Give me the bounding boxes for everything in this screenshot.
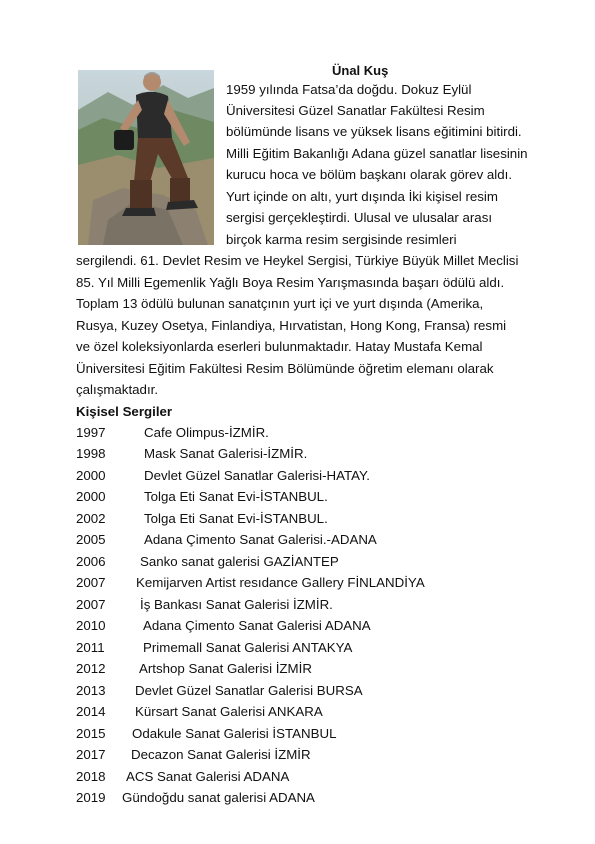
exhibition-title: Kürsart Sanat Galerisi ANKARA [135,704,323,719]
exhibition-year: 2012 [76,661,106,676]
exhibition-title: Primemall Sanat Galerisi ANTAKYA [143,640,353,655]
bio-line: sergilendi. 61. Devlet Resim ve Heykel Sergisi, Türkiye Büyük Millet Meclisi [76,253,519,268]
exhibition-year: 2005 [76,532,106,547]
exhibition-year: 2019 [76,790,106,805]
bio-line: çalışmaktadır. [76,382,159,397]
bio-line: Rusya, Kuzey Osetya, Finlandiya, Hırvatistan, Hong Kong, Fransa) resmi [76,318,507,333]
bio-line: sergisi gerçekleştirdi. Ulusal ve ulusalar arası [226,210,493,225]
exhibition-year: 2018 [76,769,106,784]
section-title: Kişisel Sergiler [76,404,173,419]
exhibition-title: ACS Sanat Galerisi ADANA [126,769,290,784]
bio-line: Üniversitesi Güzel Sanatlar Fakültesi Resim [226,103,485,118]
exhibition-year: 2000 [76,468,106,483]
bio-line: Yurt içinde on altı, yurt dışında İki kişisel resim [226,189,498,204]
exhibition-year: 2013 [76,683,106,698]
bio-line: ve özel koleksiyonlarda eserleri bulunmaktadır. Hatay Mustafa Kemal [76,339,483,354]
exhibition-year: 2015 [76,726,106,741]
exhibition-title: Devlet Güzel Sanatlar Galerisi-HATAY. [144,468,370,483]
exhibition-year: 2007 [76,597,106,612]
bio-line: birçok karma resim sergisinde resimleri [226,232,457,247]
exhibition-year: 2017 [76,747,106,762]
exhibition-year: 2006 [76,554,106,569]
exhibition-title: Mask Sanat Galerisi-İZMİR. [144,446,308,461]
exhibition-title: Odakule Sanat Galerisi İSTANBUL [132,726,337,741]
exhibition-title: Kemijarven Artist resıdance Gallery FİNLANDİYA [136,575,425,590]
artist-photo [78,70,214,245]
exhibition-year: 2011 [76,640,105,655]
bio-line: 85. Yıl Milli Egemenlik Yağlı Boya Resim Yarışmasında başarı ödülü aldı. [76,275,505,290]
bio-line: Toplam 13 ödülü bulunan sanatçının yurt içi ve yurt dışında (Amerika, [76,296,484,311]
exhibition-year: 2010 [76,618,106,633]
exhibition-year: 2007 [76,575,106,590]
bio-line: Üniversitesi Eğitim Fakültesi Resim Bölümünde öğretim elemanı olarak [76,361,494,376]
exhibition-title: Sanko sanat galerisi GAZİANTEP [140,554,339,569]
bio-line: Milli Eğitim Bakanlığı Adana güzel sanatlar lisesinin [226,146,528,161]
exhibition-year: 1998 [76,446,106,461]
exhibition-year: 2002 [76,511,106,526]
exhibition-title: Artshop Sanat Galerisi İZMİR [139,661,312,676]
exhibition-title: Cafe Olimpus-İZMİR. [144,425,269,440]
exhibition-title: Devlet Güzel Sanatlar Galerisi BURSA [135,683,363,698]
exhibition-title: Gündoğdu sanat galerisi ADANA [122,790,315,805]
exhibition-title: Tolga Eti Sanat Evi-İSTANBUL. [144,511,328,526]
exhibition-year: 1997 [76,425,106,440]
bio-line: bölümünde lisans ve yüksek lisans eğitimini bitirdi. [226,124,522,139]
exhibition-title: İş Bankası Sanat Galerisi İZMİR. [140,597,333,612]
bio-line: 1959 yılında Fatsa’da doğdu. Dokuz Eylül [226,82,472,97]
exhibition-title: Adana Çimento Sanat Galerisi.-ADANA [144,532,377,547]
exhibition-title: Tolga Eti Sanat Evi-İSTANBUL. [144,489,328,504]
artist-photo-image [78,70,214,245]
exhibition-year: 2014 [76,704,106,719]
bio-line: kurucu hoca ve bölüm başkanı olarak görev aldı. [226,167,513,182]
exhibition-title: Adana Çimento Sanat Galerisi ADANA [143,618,371,633]
exhibition-title: Decazon Sanat Galerisi İZMİR [131,747,311,762]
exhibition-year: 2000 [76,489,106,504]
page-title: Ünal Kuş [332,63,389,78]
